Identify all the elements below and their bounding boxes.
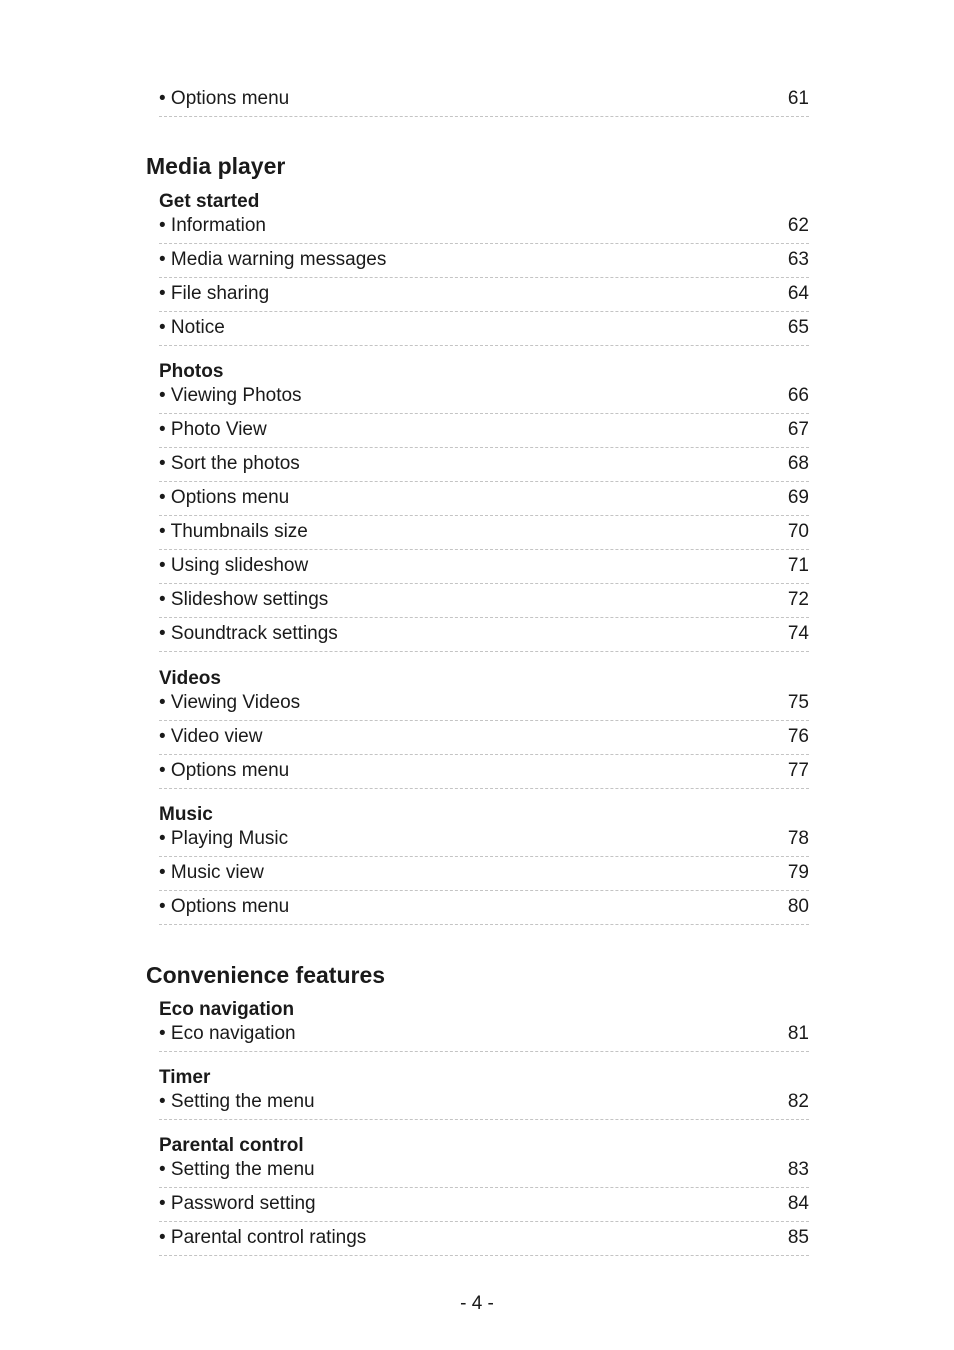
toc-entry[interactable] [159, 618, 809, 652]
toc-entry-label: • Information [159, 215, 266, 236]
toc-entry-label: • Options menu [159, 88, 290, 109]
toc-entry[interactable] [159, 448, 809, 482]
toc-entry-page: 75 [787, 692, 809, 713]
toc-entry[interactable] [159, 482, 809, 516]
toc-entry-label: • Soundtrack settings [159, 623, 338, 644]
toc-entry-label: • Photo View [159, 419, 267, 440]
toc-entry-label: • Using slideshow [159, 555, 309, 576]
toc-entry-label: • Thumbnails size [159, 521, 308, 542]
toc-entry-page: 67 [787, 419, 809, 440]
toc-entry-page: 80 [787, 896, 809, 917]
toc-entry[interactable] [159, 823, 809, 857]
toc-entry-label: • Options menu [159, 760, 290, 781]
toc-entry-page: 71 [787, 555, 809, 576]
toc-entry-page: 62 [787, 215, 809, 236]
toc-entry-page: 74 [787, 623, 809, 644]
toc-entry[interactable] [159, 516, 809, 550]
toc-entry[interactable] [159, 857, 809, 891]
toc-entry[interactable] [159, 755, 809, 789]
toc-entry-page: 76 [787, 726, 809, 747]
toc-entry-page: 77 [787, 760, 809, 781]
toc-entry-label: • Media warning messages [159, 249, 387, 270]
toc-entry[interactable] [159, 584, 809, 618]
toc-entry-page: 82 [787, 1091, 809, 1112]
toc-entry-page: 65 [787, 317, 809, 338]
toc-entry-page: 84 [787, 1193, 809, 1214]
toc-entry-page: 79 [787, 862, 809, 883]
toc-entry[interactable] [159, 1086, 809, 1120]
toc-entry[interactable] [159, 1188, 809, 1222]
toc-entry-label: • Viewing Videos [159, 692, 301, 713]
toc-entry-label: • Options menu [159, 896, 290, 917]
toc-entry-label: • File sharing [159, 283, 270, 304]
toc-entry-label: • Sort the photos [159, 453, 300, 474]
toc-entry-label: • Viewing Photos [159, 385, 302, 406]
toc-entry-page: 66 [787, 385, 809, 406]
toc-entry-label: • Playing Music [159, 828, 289, 849]
toc-entry-label: • Setting the menu [159, 1159, 315, 1180]
toc-entry[interactable] [159, 414, 809, 448]
toc-entry[interactable] [159, 312, 809, 346]
toc-entry[interactable] [159, 83, 809, 117]
toc-entry-label: • Music view [159, 862, 264, 883]
toc-entry-page: 85 [787, 1227, 809, 1248]
section-title-convenience-features: Convenience features [146, 962, 386, 988]
toc-entry-page: 70 [787, 521, 809, 542]
toc-entry-label: • Eco navigation [159, 1023, 296, 1044]
toc-entry[interactable] [159, 244, 809, 278]
toc-entry-page: 63 [787, 249, 809, 270]
toc-entry[interactable] [159, 1018, 809, 1052]
toc-entry[interactable] [159, 687, 809, 721]
group-title-music: Music [159, 804, 213, 825]
group-title-eco-navigation: Eco navigation [159, 999, 295, 1020]
toc-entry-page: 68 [787, 453, 809, 474]
toc-entry-label: • Setting the menu [159, 1091, 315, 1112]
toc-entry-label: • Options menu [159, 487, 290, 508]
group-title-timer: Timer [159, 1067, 211, 1088]
toc-entry-page: 64 [787, 283, 809, 304]
toc-entry-page: 83 [787, 1159, 809, 1180]
group-title-parental-control: Parental control [159, 1135, 304, 1156]
toc-entry-label: • Notice [159, 317, 225, 338]
toc-entry[interactable] [159, 278, 809, 312]
toc-entry-label: • Video view [159, 726, 263, 747]
toc-entry[interactable] [159, 380, 809, 414]
group-title-videos: Videos [159, 668, 221, 689]
toc-entry-page: 81 [787, 1023, 809, 1044]
toc-entry[interactable] [159, 721, 809, 755]
toc-entry-label: • Parental control ratings [159, 1227, 367, 1248]
toc-entry-page: 61 [787, 88, 809, 109]
toc-entry[interactable] [159, 550, 809, 584]
page-number: - 4 - [460, 1293, 494, 1314]
group-title-get-started: Get started [159, 191, 260, 212]
group-title-photos: Photos [159, 361, 224, 382]
toc-entry[interactable] [159, 891, 809, 925]
toc-entry-page: 78 [787, 828, 809, 849]
toc-entry-label: • Password setting [159, 1193, 316, 1214]
section-title-media-player: Media player [146, 153, 286, 179]
toc-entry-label: • Slideshow settings [159, 589, 329, 610]
toc-entry-page: 69 [787, 487, 809, 508]
toc-entry[interactable] [159, 1222, 809, 1256]
toc-entry[interactable] [159, 210, 809, 244]
toc-entry[interactable] [159, 1154, 809, 1188]
toc-entry-page: 72 [787, 589, 809, 610]
